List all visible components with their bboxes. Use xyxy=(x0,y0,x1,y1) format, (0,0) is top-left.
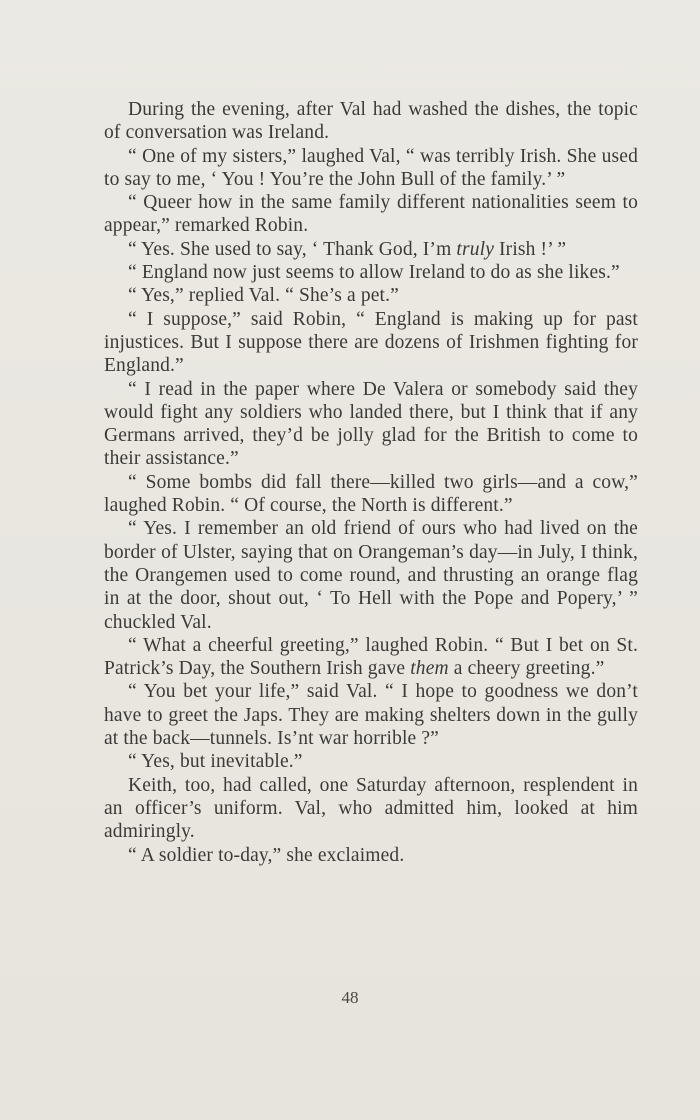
paragraph xyxy=(104,98,638,145)
paragraph xyxy=(104,680,638,750)
text-run: “ Queer how in the same family different nationalities seem to appear,” remarked Robin. xyxy=(104,192,638,237)
text-run: “ Yes. She used to say, ‘ Thank God, I’m xyxy=(128,238,457,260)
paragraph xyxy=(104,238,638,261)
text-run: “ I read in the paper where De Valera or somebody said they would fight any soldiers who landed there, but I think that if any Germans arrived, they’d be jolly glad for the British to come to their assistance.” xyxy=(104,378,638,470)
text-run: During the evening, after Val had washed the dishes, the topic of conversation was Ireland. xyxy=(104,99,638,144)
paragraph xyxy=(104,145,638,192)
text-run: “ One of my sisters,” laughed Val, “ was terribly Irish. She used to say to me, ‘ You ! You’re the John Bull of the family.’ ” xyxy=(104,145,638,190)
body-text xyxy=(104,98,638,867)
text-run: “ I suppose,” said Robin, “ England is making up for past injustices. But I suppose there are dozens of Irishmen fighting for England.” xyxy=(104,308,638,377)
paragraph xyxy=(104,261,638,284)
paragraph xyxy=(104,634,638,681)
italic-text: truly xyxy=(456,238,495,260)
paragraph xyxy=(104,517,638,633)
paragraph xyxy=(104,750,638,773)
paragraph xyxy=(104,284,638,307)
text-run: Keith, too, had called, one Saturday afternoon, resplendent in an officer’s uniform. Val, who admitted him, looked at him admiringly. xyxy=(104,774,638,843)
text-run: “ England now just seems to allow Ireland to do as she likes.” xyxy=(128,262,620,284)
italic-text: them xyxy=(410,658,449,680)
text-run: “ Some bombs did fall there—killed two girls—and a cow,” laughed Robin. “ Of course, the North is different.” xyxy=(104,471,638,517)
text-run: Irish !’ ” xyxy=(494,238,567,260)
text-run: “ You bet your life,” said Val. “ I hope to goodness we don’t have to greet the Japs. They are making shelters down in the gully at the back—tunnels. Is’nt war horrible ?” xyxy=(104,681,638,750)
text-run: “ Yes,” replied Val. “ She’s a pet.” xyxy=(128,285,399,307)
text-run: “ A soldier to-day,” she exclaimed. xyxy=(128,844,405,866)
paragraph xyxy=(104,844,638,867)
paragraph xyxy=(104,774,638,844)
text-run: a cheery greeting.” xyxy=(448,658,605,680)
text-run: “ Yes, but inevitable.” xyxy=(128,751,303,773)
paragraph xyxy=(104,308,638,378)
text-run: “ Yes. I remember an old friend of ours who had lived on the border of Ulster, saying that on Orangeman’s day—in July, I think, the Orangemen used to come round, and thrusting an orange flag in at the door, shout out, ‘ To Hell with the Pope and Popery,’ ” chuckled Val. xyxy=(104,518,638,633)
paragraph xyxy=(104,191,638,238)
paragraph xyxy=(104,471,638,518)
paragraph xyxy=(104,378,638,471)
text-run: “ What a cheerful greeting,” laughed Robin. “ But I bet on St. Patrick’s Day, the Southern Irish gave xyxy=(104,634,638,680)
page-number: 48 xyxy=(341,988,359,1007)
